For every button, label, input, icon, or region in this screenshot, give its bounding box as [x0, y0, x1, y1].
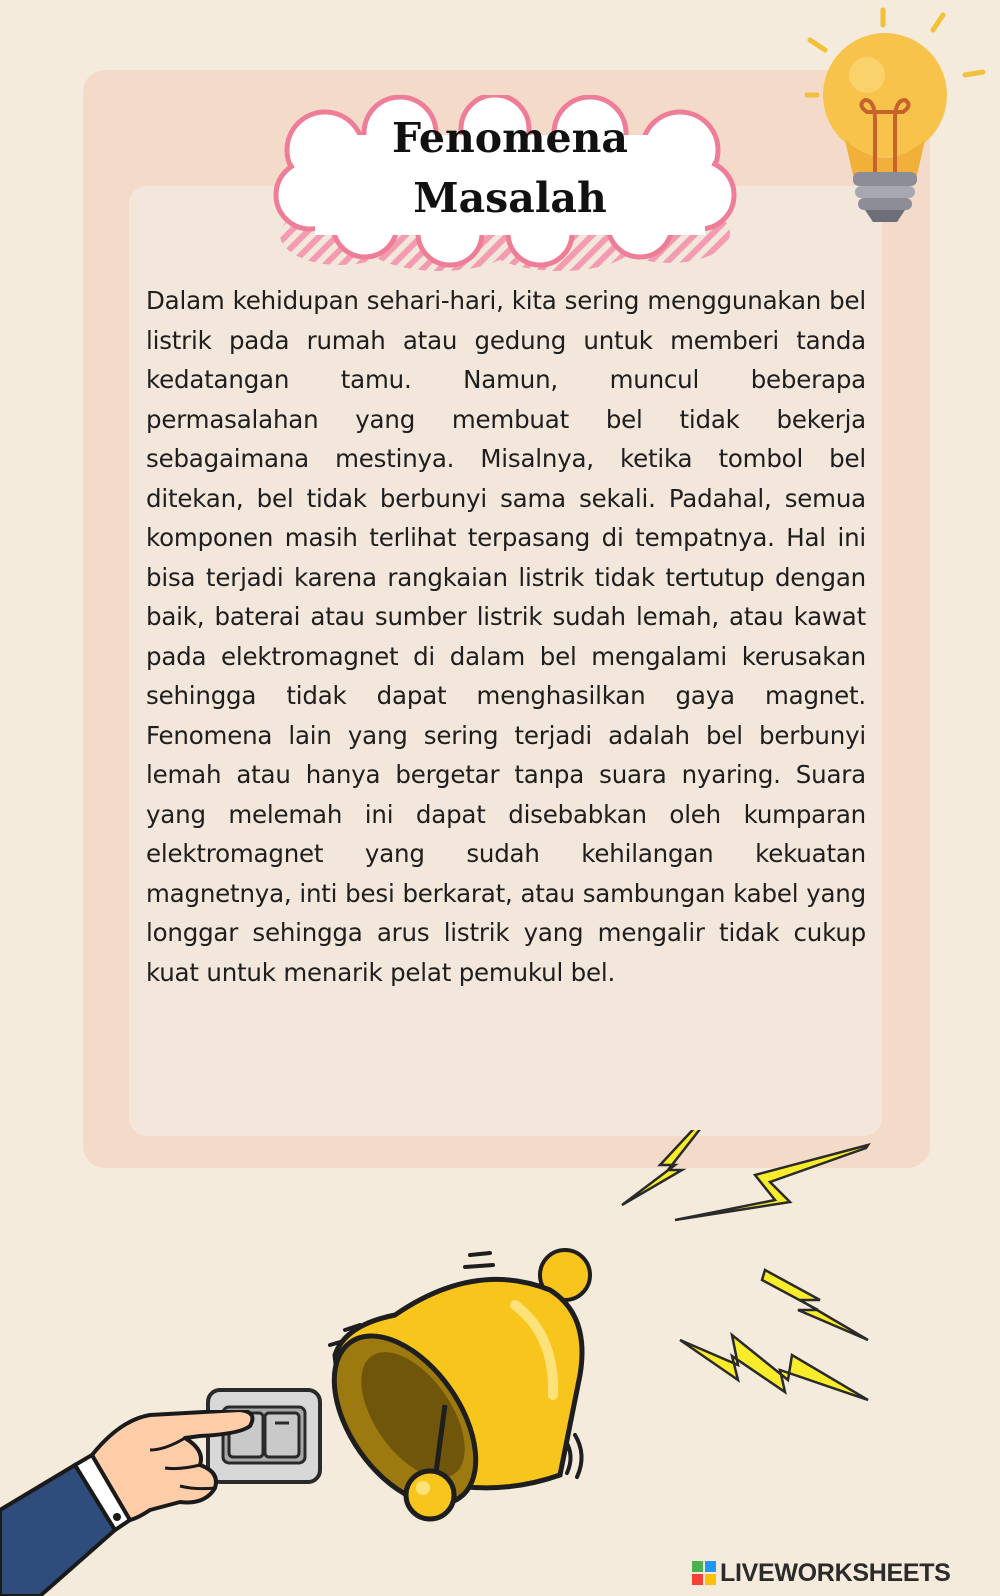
liveworksheets-watermark	[692, 1556, 992, 1590]
light-bulb-icon	[805, 0, 1000, 240]
lightning-bolts-icon	[620, 1130, 890, 1440]
page-title	[290, 108, 730, 228]
bell-icon	[325, 1245, 625, 1545]
liveworksheets-logo-icon	[692, 1561, 716, 1585]
pointing-hand-icon	[0, 1410, 270, 1596]
title-line-1: Fenomena	[392, 114, 628, 162]
brand-name: LIVEWORKSHEETS	[720, 1558, 951, 1587]
body-paragraph: Dalam kehidupan sehari-hari, kita sering menggunakan bel listrik pada rumah atau gedung untuk memberi tanda kedatangan tamu. Namun, muncul beberapa permasalahan yang membuat bel tidak bekerja sebagaimana mestinya. Misalnya, ketika tombol bel ditekan, bel tidak berbunyi sama sekali. Padahal, semua komponen masih terlihat terpasang di tempatnya. Hal ini bisa terjadi karena rangkaian listrik tidak tertutup dengan baik, baterai atau sumber listrik sudah lemah, atau kawat pada elektromagnet di dalam bel mengalami kerusakan sehingga tidak dapat menghasilkan gaya magnet. Fenomena lain yang sering terjadi adalah bel berbunyi lemah atau hanya bergetar tanpa suara nyaring. Suara yang melemah ini dapat disebabkan oleh kumparan elektromagnet yang sudah kehilangan kekuatan magnetnya, inti besi berkarat, atau sambungan kabel yang longgar sehingga arus listrik yang mengalir tidak cukup kuat untuk menarik pelat pemukul bel.	[146, 286, 866, 987]
title-line-2: Masalah	[413, 174, 607, 222]
